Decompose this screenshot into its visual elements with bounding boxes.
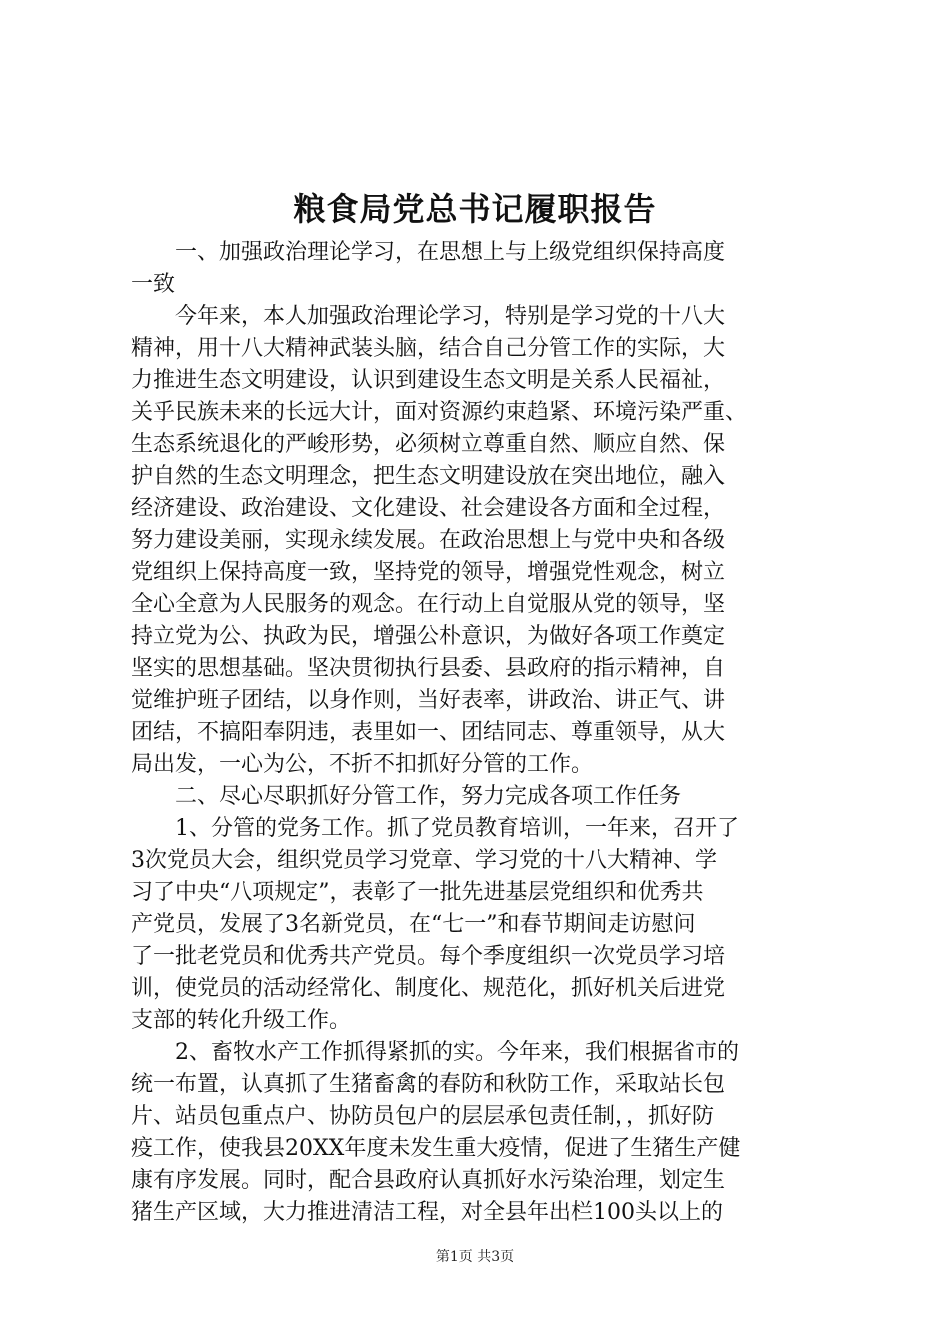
- text-line: 生态系统退化的严峻形势，必须树立尊重自然、顺应自然、保: [131, 432, 726, 457]
- text-line: 一致: [131, 272, 176, 297]
- text-line: 疫工作，使我县20XX年度未发生重大疫情，促进了生猪生产健: [131, 1136, 741, 1161]
- text-line: 护自然的生态文明理念，把生态文明建设放在突出地位，融入: [131, 464, 726, 489]
- text-line: 关乎民族未来的长远大计，面对资源约束趋紧、环境污染严重、: [131, 400, 748, 425]
- text-line: 1、分管的党务工作。抓了党员教育培训，一年来，召开了: [131, 816, 739, 841]
- page-footer: 第1页 共3页: [435, 1249, 515, 1265]
- text-line: 经济建设、政治建设、文化建设、社会建设各方面和全过程，: [131, 496, 726, 521]
- text-line: 局出发，一心为公，不折不扣抓好分管的工作。: [131, 752, 594, 777]
- text-line: 持立党为公、执政为民，增强公朴意识，为做好各项工作奠定: [131, 624, 726, 649]
- text-line: 党组织上保持高度一致，坚持党的领导，增强党性观念，树立: [131, 560, 726, 585]
- text-line: 统一布置，认真抓了生猪畜禽的春防和秋防工作，采取站长包: [131, 1072, 726, 1097]
- text-line: 全心全意为人民服务的观念。在行动上自觉服从党的领导，坚: [131, 592, 726, 617]
- text-line: 了一批老党员和优秀共产党员。每个季度组织一次党员学习培: [131, 944, 726, 969]
- text-line: 片、站员包重点户、协防员包户的层层承包责任制，，抓好防: [131, 1104, 715, 1129]
- text-line: 产党员，发展了3名新党员，在“七一”和春节期间走访慰问: [131, 912, 696, 937]
- text-line: 努力建设美丽，实现永续发展。在政治思想上与党中央和各级: [131, 528, 726, 553]
- text-line: 3次党员大会，组织党员学习党章、学习党的十八大精神、学: [131, 848, 717, 873]
- text-line: 觉维护班子团结，以身作则，当好表率，讲政治、讲正气、讲: [131, 688, 726, 713]
- text-line: 坚实的思想基础。坚决贯彻执行县委、县政府的指示精神，自: [131, 656, 726, 681]
- text-line: 团结，不搞阳奉阴违，表里如一、团结同志、尊重领导，从大: [131, 720, 726, 745]
- text-line: 训，使党员的活动经常化、制度化、规范化，抓好机关后进党: [131, 976, 726, 1001]
- text-line: 康有序发展。同时，配合县政府认真抓好水污染治理，划定生: [131, 1168, 726, 1193]
- text-line: 支部的转化升级工作。: [131, 1008, 352, 1033]
- text-line: 今年来，本人加强政治理论学习，特别是学习党的十八大: [131, 304, 726, 329]
- document-title: 粮食局党总书记履职报告: [293, 190, 657, 228]
- text-line: 习了中央“八项规定”，表彰了一批先进基层党组织和优秀共: [131, 880, 704, 905]
- text-line: 2、畜牧水产工作抓得紧抓的实。今年来，我们根据省市的: [131, 1040, 739, 1065]
- document-body: [131, 237, 831, 1229]
- text-line: 二、尽心尽职抓好分管工作，努力完成各项工作任务: [131, 784, 682, 809]
- text-line: 一、加强政治理论学习，在思想上与上级党组织保持高度: [131, 240, 726, 265]
- text-line: 力推进生态文明建设，认识到建设生态文明是关系人民福祉，: [131, 368, 726, 393]
- text-line: 猪生产区域，大力推进清洁工程，对全县年出栏100头以上的: [131, 1200, 723, 1225]
- text-line: 精神，用十八大精神武装头脑，结合自己分管工作的实际，大: [131, 336, 726, 361]
